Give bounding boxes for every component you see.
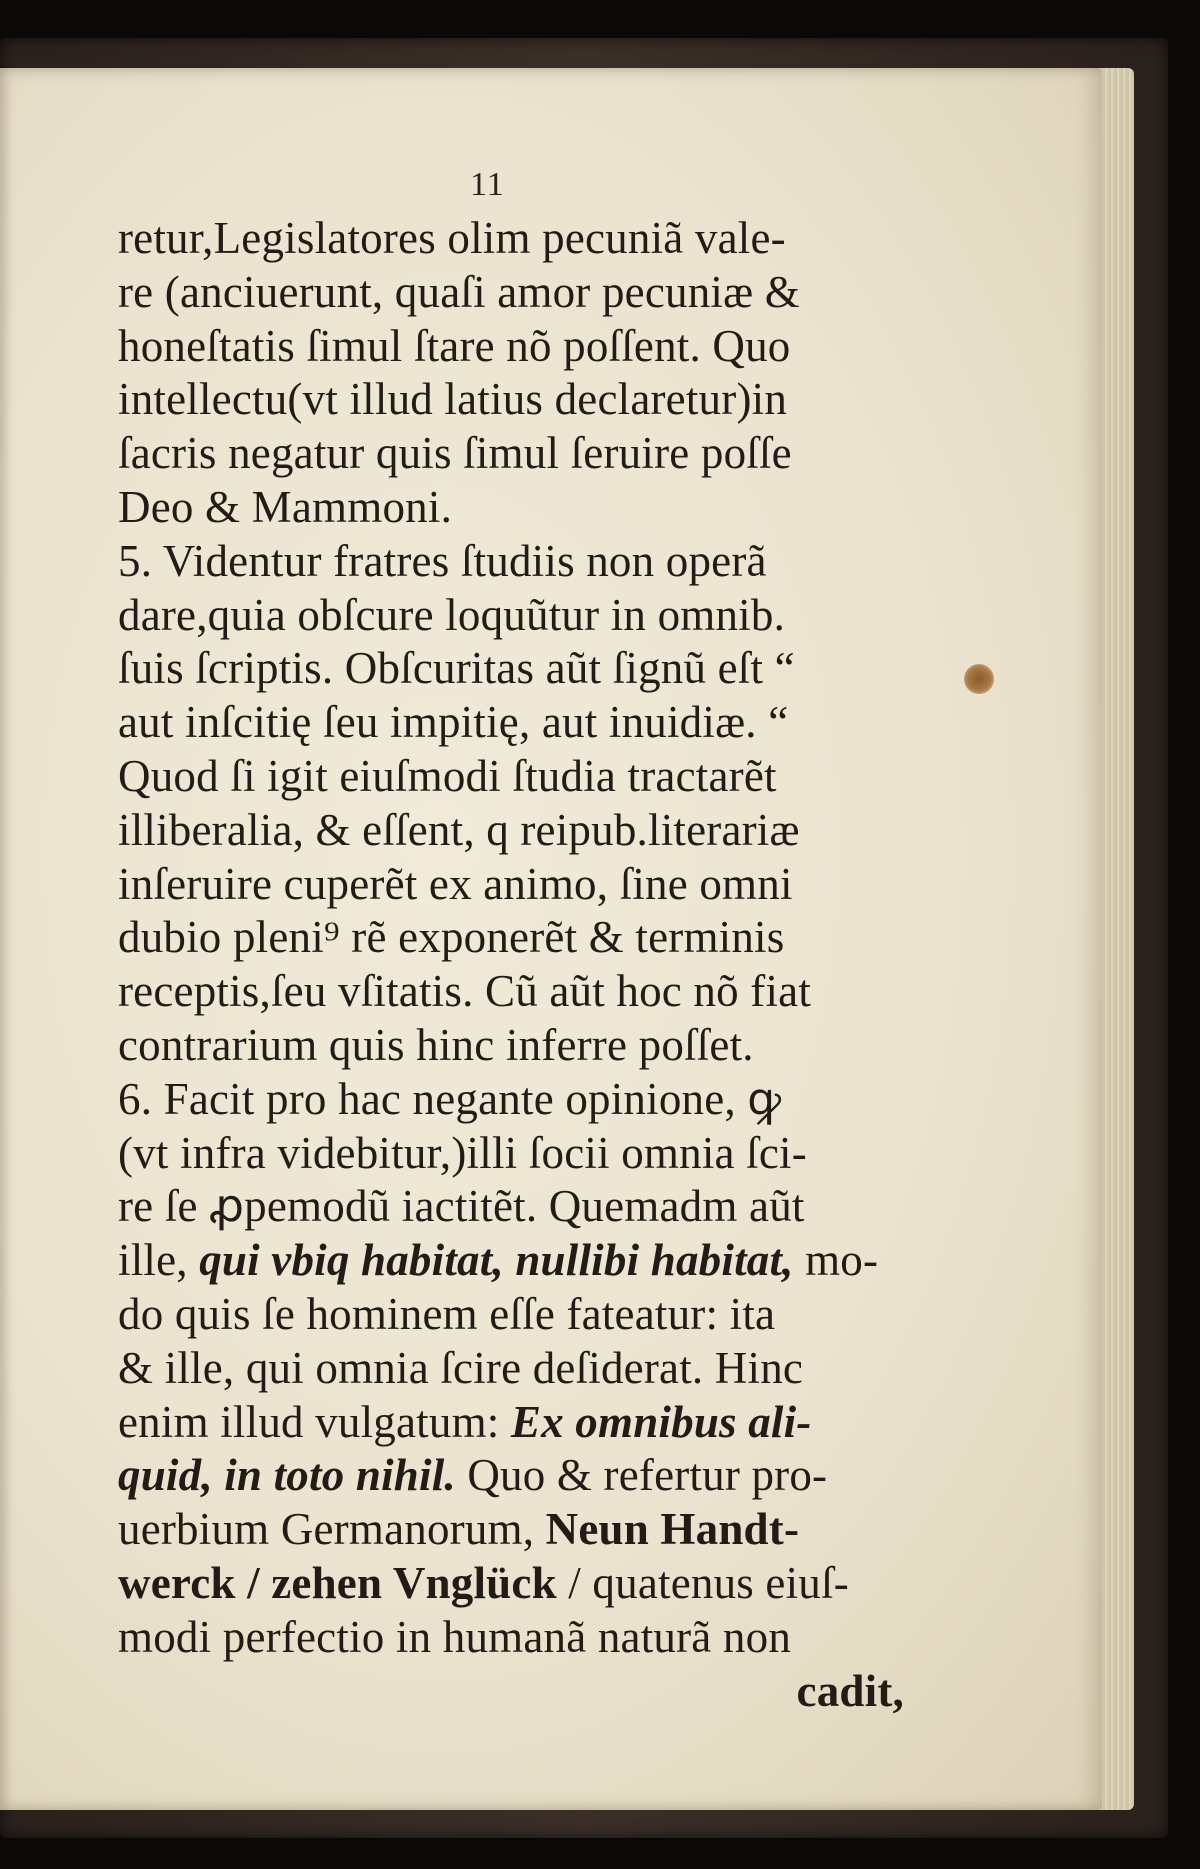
text-line: inſeruire cuperẽt ex animo, ſine omni [118, 858, 793, 909]
text-line: ſuis ſcriptis. Obſcuritas aũt ſignũ eſt “ [118, 643, 795, 694]
italic-quote: qui vbiq habitat, nullibi habitat, [199, 1235, 794, 1286]
folio-number: 11 [470, 166, 505, 203]
text-line: retur,Legislatores olim pecuniã vale- [118, 213, 786, 263]
text-line: re ſe ꝓpemodũ iactitẽt. Quemadm aũt [118, 1181, 805, 1232]
text-line: werck / zehen Vnglück / quatenus eiuſ- [118, 1557, 849, 1608]
stain-spot [964, 664, 994, 694]
text-line: & ille, qui omnia ſcire deſiderat. Hinc [118, 1342, 804, 1393]
text-line: ſacris negatur quis ſimul ſeruire poſſe [118, 428, 792, 479]
text-line: 6. Facit pro hac negante opinione, ꝙ [118, 1073, 782, 1124]
text-line: honeſtatis ſimul ſtare nõ poſſent. Quo [118, 320, 791, 371]
text-line: ille, qui vbiq habitat, nullibi habitat, mo- [118, 1235, 879, 1286]
text-line: enim illud vulgatum: Ex omnibus ali- [118, 1396, 812, 1447]
text-line: contrarium quis hinc inferre poſſet. [118, 1019, 754, 1070]
text-line: dare,quia obſcure loquũtur in omnib. [118, 589, 786, 640]
text-line: uerbium Germanorum, Neun Handt- [118, 1504, 800, 1555]
text-line: (vt infra videbitur,)illi ſocii omnia ſci- [118, 1127, 807, 1178]
text-line: Quod ſi igit eiuſmodi ſtudia tractarẽt [118, 750, 777, 801]
italic-quote: Ex omnibus ali- [510, 1396, 812, 1447]
text-line: Deo & Mammoni. [118, 481, 453, 532]
text-line: modi perfectio in humanã naturã non [118, 1611, 792, 1662]
text-line: 5. Videntur fratres ſtudiis non operã [118, 535, 767, 586]
text-line: intellectu(vt illud latius declaretur)in [118, 374, 788, 425]
italic-quote: quid, in toto nihil. [118, 1450, 456, 1501]
text-line: receptis,ſeu vſitatis. Cũ aũt hoc nõ fiat [118, 966, 812, 1017]
text-line: illiberalia, & eſſent, q reipub.literariæ [118, 804, 800, 855]
text-line: aut inſcitię ſeu impitię, aut inuidiæ. “ [118, 697, 789, 748]
text-line: quid, in toto nihil. Quo & refertur pro- [118, 1450, 828, 1501]
blackletter-phrase: werck / zehen Vnglück [118, 1557, 557, 1608]
blackletter-phrase: Neun Handt- [545, 1504, 800, 1555]
text-line: do quis ſe hominem eſſe fateatur: ita [118, 1288, 776, 1339]
text-block [118, 212, 904, 1718]
text-line: dubio pleni⁹ rẽ exponerẽt & terminis [118, 912, 785, 963]
text-line: re (anciuerunt, quaſi amor pecuniæ & [118, 266, 800, 317]
catchword: cadit, [796, 1665, 904, 1716]
